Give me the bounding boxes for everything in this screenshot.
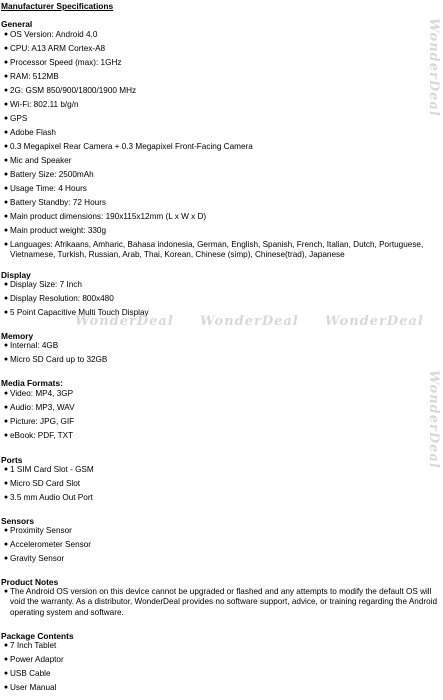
section-title-package-contents: Package Contents	[1, 631, 74, 641]
list-item: ● Micro SD Card up to 32GB	[3, 355, 108, 364]
watermark-vertical: WonderDeal	[426, 370, 441, 469]
list-item: ● Proximity Sensor	[3, 526, 72, 535]
list-item: ● Adobe Flash	[3, 128, 56, 137]
bullet-icon: ●	[3, 494, 9, 501]
bullet-icon: ●	[3, 115, 9, 122]
bullet-icon: ●	[3, 418, 9, 425]
bullet-icon: ●	[3, 404, 9, 411]
bullet-icon: ●	[3, 241, 9, 248]
bullet-icon: ●	[3, 295, 9, 302]
bullet-icon: ●	[3, 157, 9, 164]
list-item: ● OS Version: Android 4.0	[3, 30, 98, 39]
list-item: ● Battery Size: 2500mAh	[3, 170, 94, 179]
list-item: ● 2G: GSM 850/900/1800/1900 MHz	[3, 86, 137, 95]
bullet-icon: ●	[3, 466, 9, 473]
list-item: ● Internal: 4GB	[3, 341, 59, 350]
list-item: ● CPU: A13 ARM Cortex-A8	[3, 44, 106, 53]
bullet-icon: ●	[3, 670, 9, 677]
list-item: ● 0.3 Megapixel Rear Camera + 0.3 Megapixel Front-Facing Camera	[3, 142, 253, 151]
bullet-icon: ●	[3, 213, 9, 220]
list-item: ● 7 Inch Tablet	[3, 641, 57, 650]
bullet-icon: ●	[3, 541, 9, 548]
bullet-icon: ●	[3, 684, 9, 691]
list-item: ● Display Size: 7 Inch	[3, 280, 82, 289]
list-item: ● GPS	[3, 114, 28, 123]
list-item: ● Main product weight: 330g	[3, 226, 107, 235]
bullet-icon: ●	[3, 432, 9, 439]
list-item: ● Main product dimensions: 190x115x12mm (L x W x D)	[3, 212, 207, 221]
list-item: ● USB Cable	[3, 669, 51, 678]
list-item: ● Wi-Fi: 802.11 b/g/n	[3, 100, 79, 109]
list-item: ● Gravity Sensor	[3, 554, 65, 563]
list-item: ● 5 Point Capacitive Multi Touch Display	[3, 308, 149, 317]
bullet-icon: ●	[3, 87, 9, 94]
bullet-icon: ●	[3, 356, 9, 363]
list-item: ● Micro SD Card Slot	[3, 479, 81, 488]
list-item: ● Audio: MP3, WAV	[3, 403, 75, 412]
list-item: ● eBook: PDF, TXT	[3, 431, 74, 440]
list-item: ● Accelerometer Sensor	[3, 540, 91, 549]
bullet-icon: ●	[3, 342, 9, 349]
bullet-icon: ●	[3, 642, 9, 649]
list-item: ● Processor Speed (max): 1GHz	[3, 58, 122, 67]
bullet-icon: ●	[3, 129, 9, 136]
bullet-icon: ●	[3, 309, 9, 316]
watermark: WonderDeal	[325, 314, 424, 329]
bullet-icon: ●	[3, 31, 9, 38]
watermark-vertical: WonderDeal	[426, 18, 441, 117]
bullet-icon: ●	[3, 480, 9, 487]
section-title-memory: Memory	[1, 331, 34, 341]
bullet-icon: ●	[3, 527, 9, 534]
list-item: ● Power Adaptor	[3, 655, 64, 664]
bullet-icon: ●	[3, 555, 9, 562]
bullet-icon: ●	[3, 199, 9, 206]
bullet-icon: ●	[3, 227, 9, 234]
list-item: ● RAM: 512MB	[3, 72, 59, 81]
list-item: ● Picture: JPG, GIF	[3, 417, 75, 426]
section-title-general: General	[1, 19, 33, 29]
bullet-icon: ●	[3, 390, 9, 397]
section-title-media-formats: Media Formats:	[1, 378, 63, 388]
list-item: ● Video: MP4, 3GP	[3, 389, 74, 398]
page-title: Manufacturer Specifications	[1, 1, 114, 11]
section-title-product-notes: Product Notes	[1, 577, 59, 587]
section-title-display: Display	[1, 270, 31, 280]
bullet-icon: ●	[3, 59, 9, 66]
list-item: ● 1 SIM Card Slot - GSM	[3, 465, 94, 474]
watermark: WonderDeal	[200, 314, 299, 329]
bullet-icon: ●	[3, 281, 9, 288]
list-item: ● Display Resolution: 800x480	[3, 294, 114, 303]
section-title-ports: Ports	[1, 455, 23, 465]
watermark: WonderDeal	[75, 314, 174, 329]
list-item: ● User Manual	[3, 683, 57, 692]
bullet-icon: ●	[3, 73, 9, 80]
section-title-sensors: Sensors	[1, 516, 35, 526]
product-note: ● The Android OS version on this device cannot be upgraded or flashed and any attempts to modify the default OS will void the warranty. As a distributor, WonderDeal provides no software support, advice, or training regarding the Android operating system and software.	[3, 587, 438, 617]
list-item: ● 3.5 mm Audio Out Port	[3, 493, 93, 502]
bullet-icon: ●	[3, 588, 9, 595]
bullet-icon: ●	[3, 101, 9, 108]
bullet-icon: ●	[3, 45, 9, 52]
bullet-icon: ●	[3, 143, 9, 150]
bullet-icon: ●	[3, 656, 9, 663]
bullet-icon: ●	[3, 185, 9, 192]
list-item: ● Languages: Afrikaans, Amharic, Bahasa indonesia, German, English, Spanish, French, Italian, Dutch, Portuguese, Vietnamese, Turkish, Russian, Arab, Thai, Korean, Chinese (simp), Chinese(trad), Japanese	[3, 240, 424, 260]
list-item: ● Battery Standby: 72 Hours	[3, 198, 107, 207]
bullet-icon: ●	[3, 171, 9, 178]
list-item: ● Mic and Speaker	[3, 156, 72, 165]
list-item: ● Usage Time: 4 Hours	[3, 184, 87, 193]
